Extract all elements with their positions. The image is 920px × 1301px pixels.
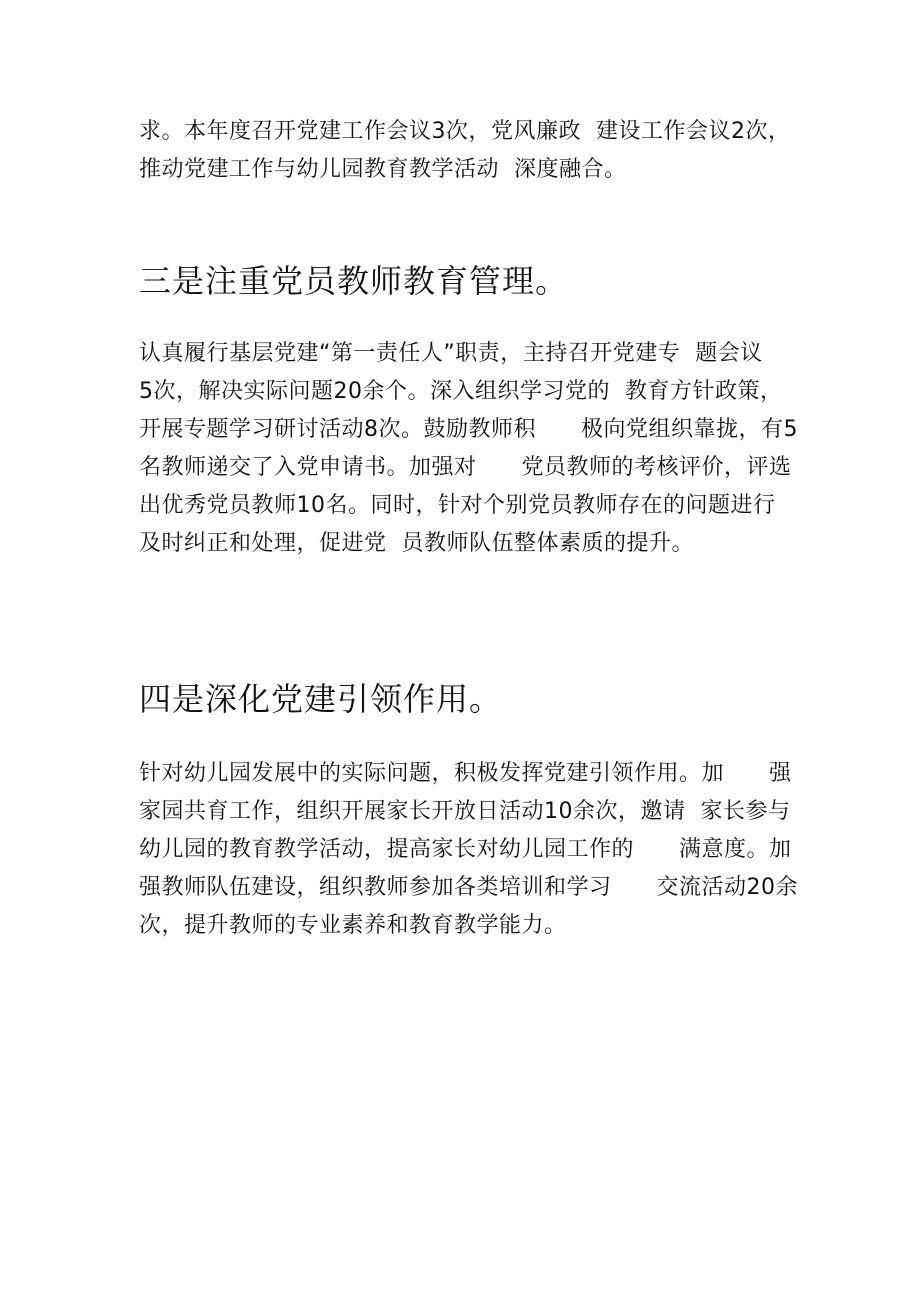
paragraph-line: 针对幼儿园发展中的实际问题，积极发挥党建引领作用。加 强 [139,761,792,786]
paragraph-line: 名教师递交了入党申请书。加强对 党员教师的考核评价，评选 [139,455,792,480]
paragraph-line: 推动党建工作与幼儿园教育教学活动 深度融合。 [139,157,627,182]
paragraph-line: 及时纠正和处理，促进党 员教师队伍整体素质的提升。 [139,531,694,556]
paragraph-line: 家园共育工作，组织开展家长开放日活动10余次，邀请 家长参与 [139,799,791,824]
paragraph-line: 强教师队伍建设，组织教师参加各类培训和学习 交流活动20余 [139,875,798,900]
paragraph-party-meetings [139,113,789,189]
paragraph-line: 5次，解决实际问题20余个。深入组织学习党的 教育方针政策， [139,379,783,404]
paragraph-line: 认真履行基层党建“第一责任人”职责，主持召开党建专 题会议 [139,341,763,366]
paragraph-line: 幼儿园的教育教学活动，提高家长对幼儿园工作的 满意度。加 [139,837,792,862]
paragraph-line: 出优秀党员教师10名。同时，针对个别党员教师存在的问题进行 [139,493,776,518]
paragraph-teacher-management [139,335,798,563]
section-heading-teacher-management: 三是注重党员教师教育管理。 [139,262,569,300]
paragraph-line: 求。本年度召开党建工作会议3次，党风廉政 建设工作会议2次， [139,119,791,144]
paragraph-line: 开展专题学习研讨活动8次。鼓励教师积 极向党组织靠拢，有5 [139,417,798,442]
paragraph-party-leadership [139,755,798,945]
paragraph-line: 次，提升教师的专业素养和教育教学能力。 [139,913,567,938]
section-heading-party-leadership: 四是深化党建引领作用。 [139,680,503,718]
